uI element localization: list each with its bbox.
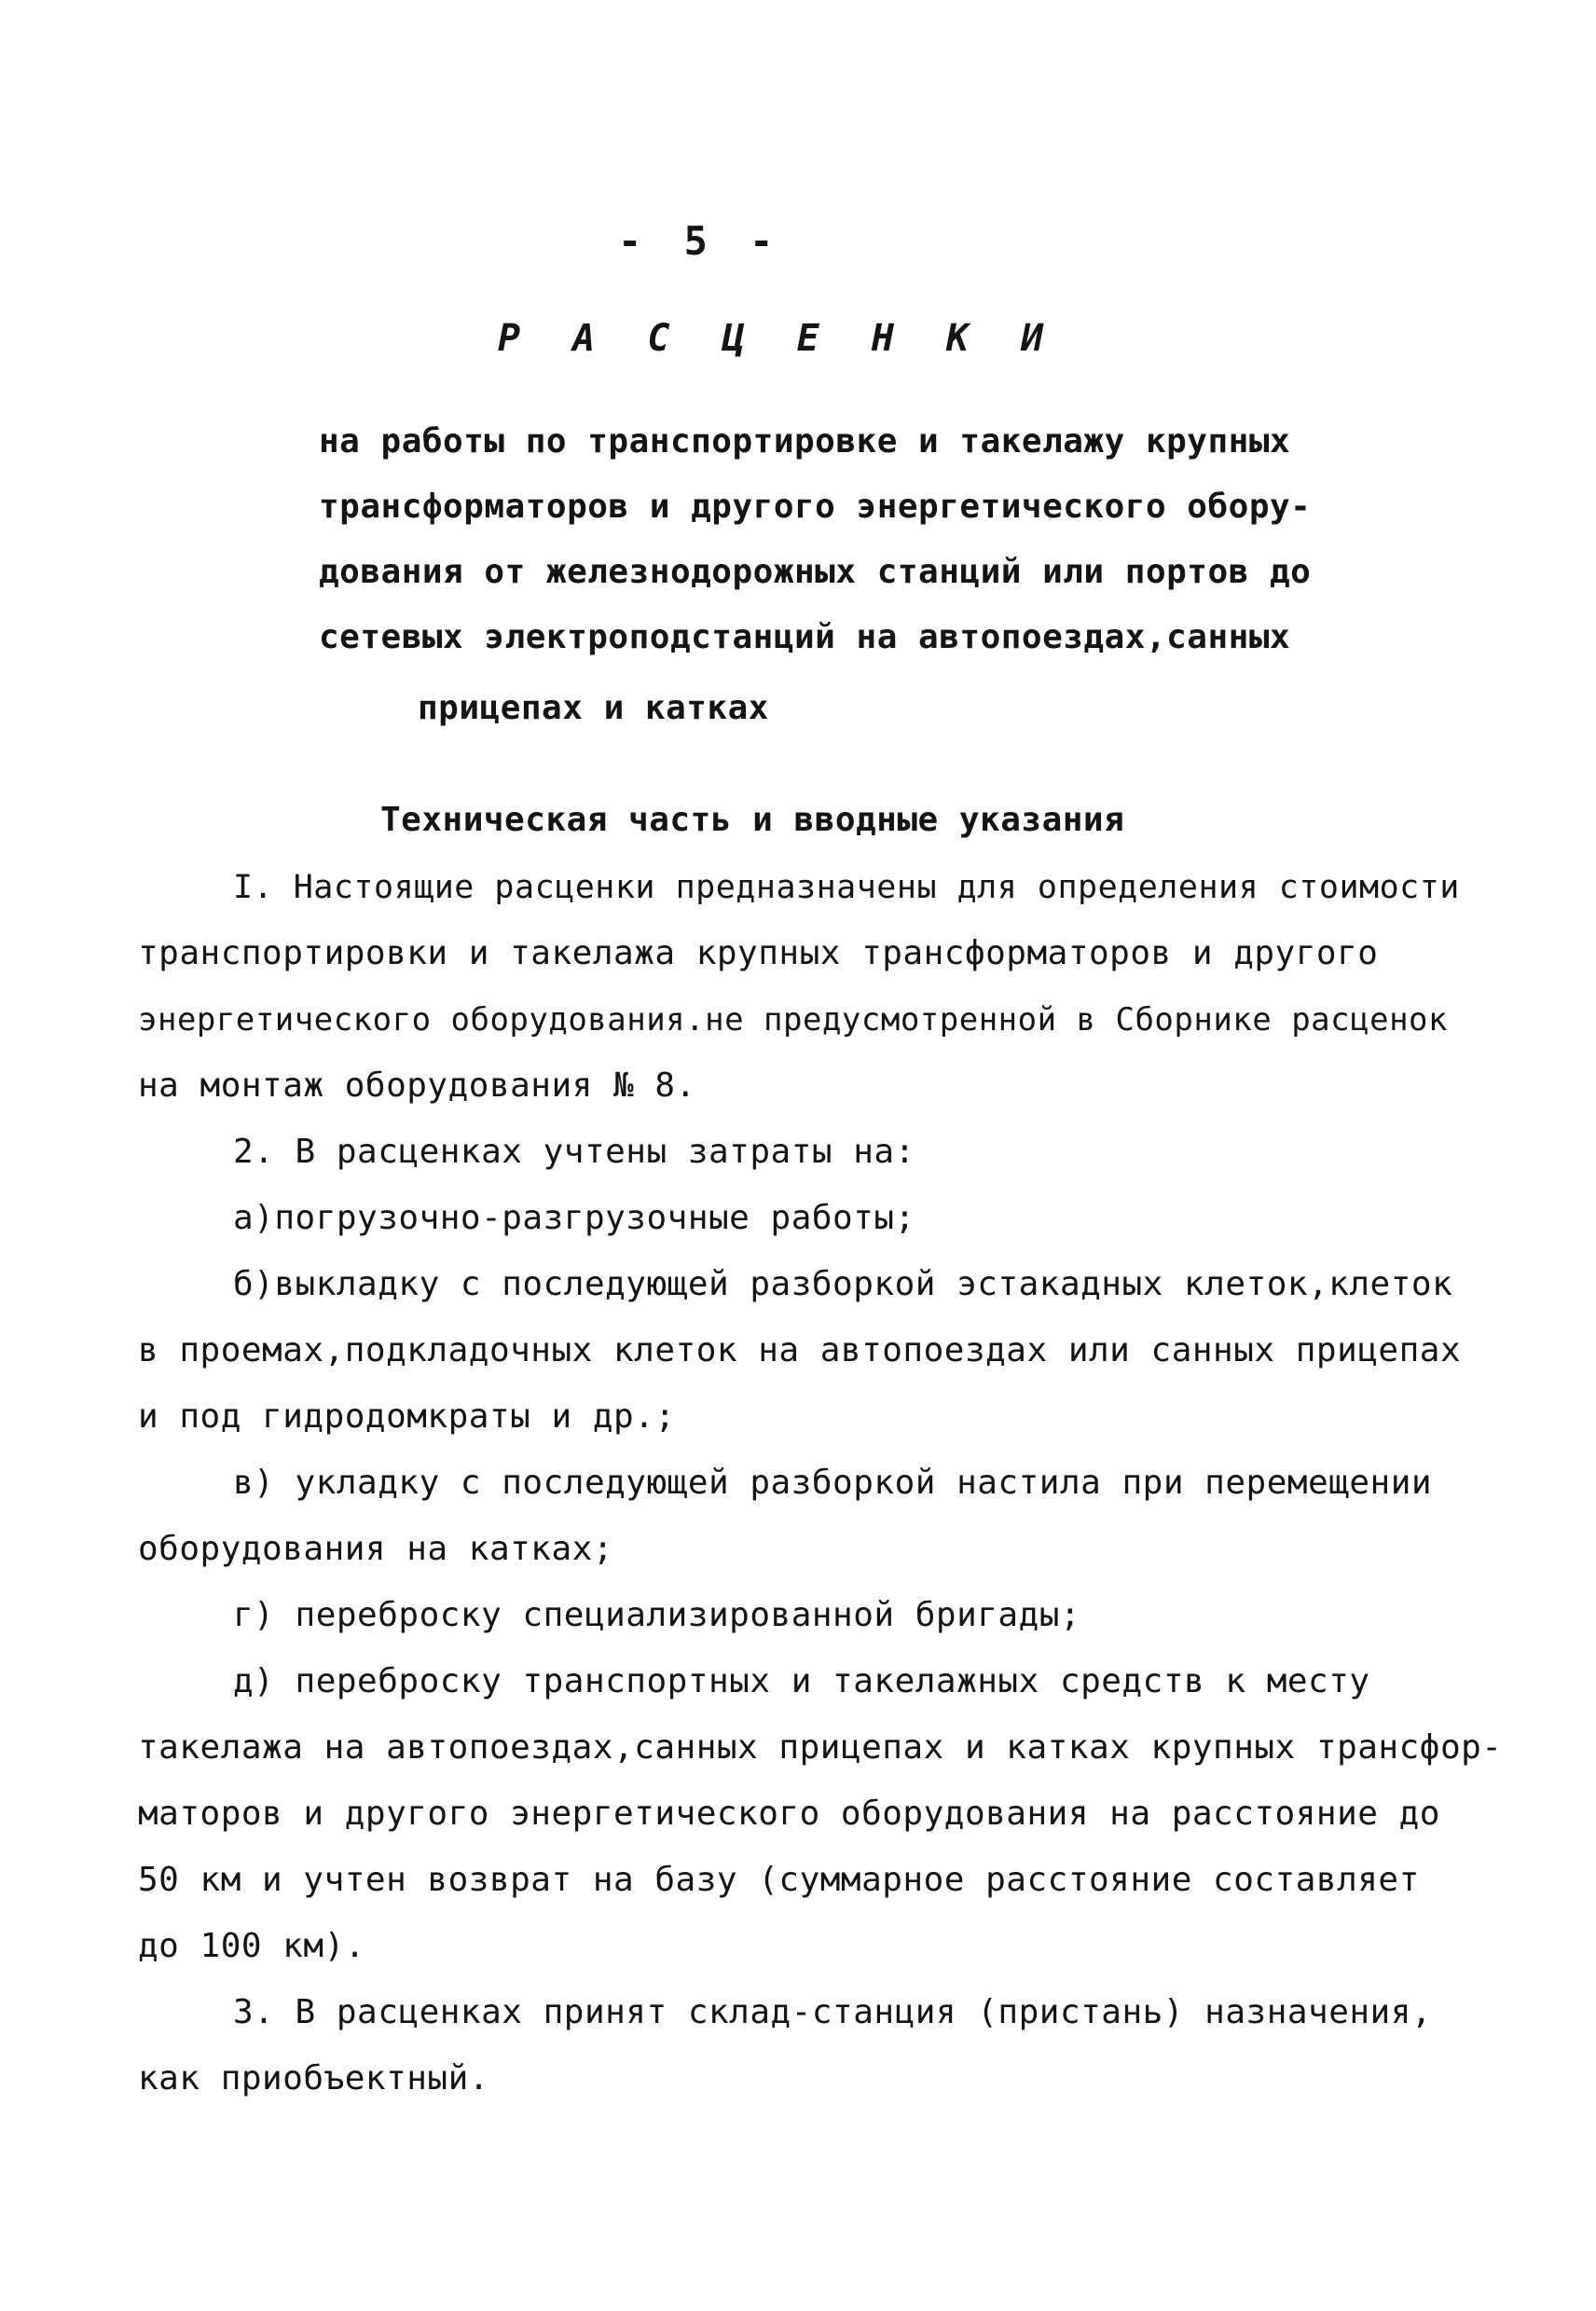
body-line: г) переброску специализированной бригады; xyxy=(233,1596,1081,1634)
body-line: 3. В расценках принят склад-станция (пристань) назначения, xyxy=(233,1993,1433,2031)
body-line: б)выкладку с последующей разборкой эстакадных клеток,клеток xyxy=(233,1265,1453,1303)
body-line: как приобъектный. xyxy=(138,2059,489,2098)
subtitle-line-1: на работы по транспортировке и такелажу крупных xyxy=(319,422,1291,461)
body-line: 50 км и учтен возврат на базу (суммарное расстояние составляет xyxy=(138,1861,1420,1899)
body-line: в) укладку с последующей разборкой настила при перемещении xyxy=(233,1464,1433,1502)
body-line: такелажа на автопоездах,санных прицепах и катках крупных трансфор- xyxy=(138,1728,1503,1767)
body-line: д) переброску транспортных и такелажных средств к месту xyxy=(233,1662,1370,1700)
body-line: в проемах,подкладочных клеток на автопоездах или санных прицепах xyxy=(138,1331,1462,1369)
body-line: энергетического оборудования.не предусмотренной в Сборнике расценок xyxy=(138,1001,1448,1039)
body-line: транспортировки и такелажа крупных трансформаторов и другого xyxy=(138,934,1379,972)
body-line: до 100 км). xyxy=(138,1927,365,1965)
document-title: Р А С Ц Е Н К И xyxy=(498,317,1059,360)
section-heading: Техническая часть и вводные указания xyxy=(380,801,1125,839)
body-line: 2. В расценках учтены затраты на: xyxy=(233,1133,915,1171)
subtitle-line-4: сетевых электроподстанций на автопоездах,санных xyxy=(319,618,1291,656)
subtitle-line-5: прицепах и катках xyxy=(418,689,769,727)
body-line: а)погрузочно-разгрузочные работы; xyxy=(233,1199,915,1237)
body-line: и под гидродомкраты и др.; xyxy=(138,1397,676,1436)
body-line: маторов и другого энергетического оборудования на расстояние до xyxy=(138,1795,1440,1833)
page-number: - 5 - xyxy=(618,218,783,264)
subtitle-line-3: дования от железнодорожных станций или портов до xyxy=(319,553,1312,591)
subtitle-line-2: трансформаторов и другого энергетического обору- xyxy=(319,488,1312,526)
body-line: I. Настоящие расценки предназначены для определения стоимости xyxy=(233,869,1460,906)
body-line: на монтаж оборудования № 8. xyxy=(138,1066,696,1105)
body-line: оборудования на катках; xyxy=(138,1530,613,1568)
